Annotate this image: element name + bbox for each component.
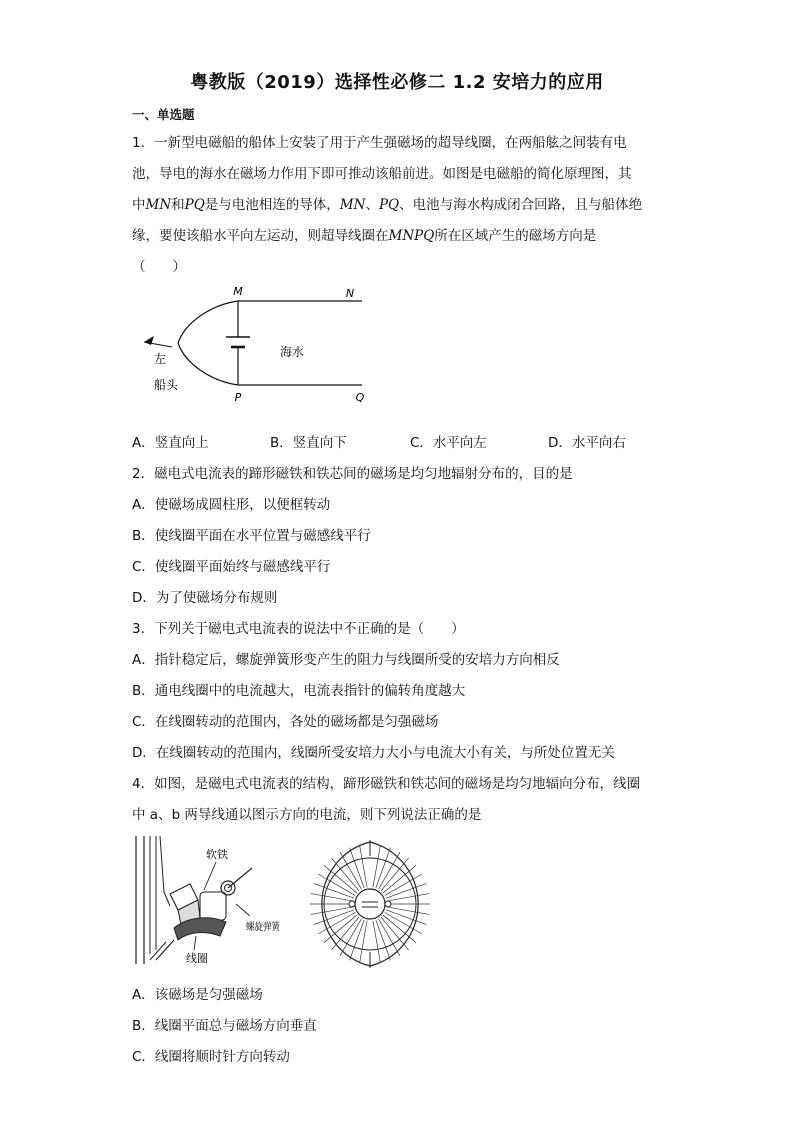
ship-bow xyxy=(178,301,238,385)
field-line xyxy=(379,919,401,956)
meter-structure-sketch xyxy=(130,832,290,970)
field-line xyxy=(340,852,362,889)
q1-option-a[interactable]: A．竖直向上 xyxy=(132,435,209,451)
field-line xyxy=(318,913,355,935)
label-bow: 船头 xyxy=(154,378,179,392)
field-line xyxy=(379,852,401,889)
q4-option-a[interactable]: A．该磁场是匀强磁场 xyxy=(132,987,263,1003)
q2-option-d[interactable]: D．为了使磁场分布规则 xyxy=(132,590,278,606)
label-soft-iron: 软铁 xyxy=(206,848,228,861)
field-line xyxy=(373,921,380,963)
q1-option-c[interactable]: C．水平向左 xyxy=(410,435,487,451)
field-line xyxy=(360,845,367,887)
field-line xyxy=(311,894,353,901)
text-run: 中 xyxy=(132,197,146,213)
q2-stem: 2．磁电式电流表的蹄形磁铁和铁芯间的磁场是均匀地辐射分布的，目的是 xyxy=(132,466,573,482)
radial-field-diagram xyxy=(300,836,440,968)
q3-option-c[interactable]: C．在线圈转动的范围内，各处的磁场都是匀强磁场 xyxy=(132,714,439,730)
ship-diagram xyxy=(130,285,390,410)
text-run: 和 xyxy=(171,197,185,213)
q3-option-d[interactable]: D．在线圈转动的范围内，线圈所受安培力大小与电流大小有关，与所处位置无关 xyxy=(132,745,615,761)
text-run: 所在区域产生的磁场方向是 xyxy=(434,228,597,244)
q1-option-d[interactable]: D．水平向右 xyxy=(548,435,626,451)
q1-stem-line-1: 1．一新型电磁船的船体上安装了用于产生强磁场的超导线圈，在两船舷之间装有电 xyxy=(132,135,627,151)
symbol-pq: PQ xyxy=(378,197,400,213)
q1-option-b[interactable]: B．竖直向下 xyxy=(270,435,347,451)
q2-option-b[interactable]: B．使线圈平面在水平位置与磁感线平行 xyxy=(132,528,371,544)
field-line xyxy=(385,874,422,896)
section-heading: 一、单选题 xyxy=(132,107,195,122)
leader-line xyxy=(204,862,216,890)
q1-stem-line-4 xyxy=(132,224,596,244)
leader-line xyxy=(236,904,250,916)
frame-line xyxy=(160,836,170,906)
label-q: Q xyxy=(355,391,365,404)
label-m: M xyxy=(233,285,243,298)
symbol-pq: PQ xyxy=(184,197,205,213)
field-line xyxy=(360,921,367,963)
label-left: 左 xyxy=(154,352,167,366)
field-line xyxy=(385,913,422,935)
symbol-mnpq: MNPQ xyxy=(388,228,435,244)
text-run: 、电池与海水构成闭合回路，且与船体绝 xyxy=(399,197,643,213)
q2-option-c[interactable]: C．使线圈平面始终与磁感线平行 xyxy=(132,559,331,575)
q4-option-c[interactable]: C．线圈将顺时针方向转动 xyxy=(132,1049,290,1065)
label-n: N xyxy=(345,287,355,300)
label-sea: 海水 xyxy=(280,345,305,359)
wire-a-icon xyxy=(349,901,355,907)
field-line xyxy=(387,894,429,901)
q4-stem-line-1: 4．如图，是磁电式电流表的结构，蹄形磁铁和铁芯间的磁场是均匀地辐向分布，线圈 xyxy=(132,776,641,792)
q3-option-b[interactable]: B．通电线圈中的电流越大，电流表指针的偏转角度越大 xyxy=(132,683,466,699)
text-run: 缘，要使该船水平向左运动，则超导线圈在 xyxy=(132,228,389,244)
q1-stem-line-2: 池，导电的海水在磁场力作用下即可推动该船前进。如图是电磁船的简化原理图，其 xyxy=(132,166,632,182)
symbol-mn: MN xyxy=(145,197,172,213)
field-line xyxy=(318,874,355,896)
field-line xyxy=(340,919,362,956)
q2-option-a[interactable]: A．使磁场成圆柱形，以便框转动 xyxy=(132,497,331,513)
label-p: P xyxy=(234,391,242,404)
iron-core xyxy=(355,889,385,919)
q1-answer-blank: （ ） xyxy=(132,259,186,275)
q4-stem-line-2: 中 a、b 两导线通以图示方向的电流，则下列说法正确的是 xyxy=(132,807,482,823)
text-run: 、 xyxy=(365,197,379,213)
field-line xyxy=(387,907,429,914)
field-line xyxy=(373,845,380,887)
label-coil: 线圈 xyxy=(186,952,208,965)
leader-line xyxy=(194,936,196,950)
q1-stem-line-3 xyxy=(132,193,642,213)
symbol-mn: MN xyxy=(339,197,366,213)
pointer-shaft xyxy=(228,868,252,888)
page-title: 粤教版（2019）选择性必修二 1.2 安培力的应用 xyxy=(190,72,604,93)
wire-b-icon xyxy=(385,901,391,907)
q3-stem: 3．下列关于磁电式电流表的说法中不正确的是（ ） xyxy=(132,621,465,637)
label-spring: 螺旋弹簧 xyxy=(246,922,286,933)
q4-option-b[interactable]: B．线圈平面总与磁场方向垂直 xyxy=(132,1018,317,1034)
core-cylinder xyxy=(200,892,226,920)
text-run: 是与电池相连的导体， xyxy=(204,197,340,213)
field-line xyxy=(311,907,353,914)
q3-option-a[interactable]: A．指针稳定后，螺旋弹簧形变产生的阻力与线圈所受的安培力方向相反 xyxy=(132,652,560,668)
